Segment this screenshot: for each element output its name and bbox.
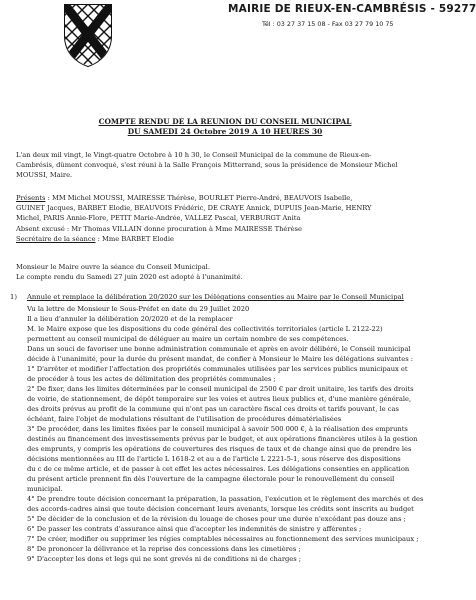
body-line: 1° D'arrêter et modifier l'affectation des propriétés communales utilisées par les services publics municipaux et [27,365,408,373]
secretaire-line [16,234,440,244]
body-line: 2° De fixer, dans les limites déterminées par le conseil municipal de 2500 € par droit unitaire, les tarifs des droits [27,385,414,393]
presents-line: GUINET Jacques, BARBET Elodie, BEAUVOIS Frédéric, DE CRAYE Annick, DUPUIS Jean-Marie, HENRY [16,204,372,213]
body-line: 8° De prononcer la délivrance et la reprise des concessions dans les cimetières ; [27,545,301,553]
body-line: des emprunts, y compris les opérations de couvertures des risques de taux et de change ainsi que de prendre les [27,445,412,453]
opening-line: Le compte rendu du Samedi 27 juin 2020 est adopté à l'unanimité. [16,273,243,282]
body-line: des accords-cadres ainsi que toute décision concernant leurs avenants, lorsque les crédits sont inscrits au budget [27,505,414,513]
item-heading: Annule et remplace la délibération 20/2020 sur les Délégations consenties au Maire par le Conseil Municipal [27,293,404,301]
body-line: 7° De créer, modifier ou supprimer les régies comptables nécessaires au fonctionnement des services municipaux ; [27,535,419,543]
presents-line: Michel, PARIS Annie-Flore, PETIT Marie-Andrée, VALLEZ Pascal, VERBURGT Anita [16,214,301,223]
intro-line: Cambrésis, dûment convoqué, s'est réuni à la Salle François Mitterrand, sous la présidence de Monsieur Michel [16,161,398,170]
body-line: du c de ce même article, et de passer à cet effet les actes nécessaires. Les délégations consenties en application [27,465,410,473]
body-line: Vu la lettre de Monsieur le Sous-Préfet en date du 29 Juillet 2020 [27,305,250,313]
body-line: décide à l'unanimité, pour la durée du présent mandat, de confier à Monsieur le Maire les délégations suivantes : [27,355,414,363]
item-number: 1) [10,293,17,301]
secretaire-value: : Mme BARBET Elodie [95,234,174,243]
body-line: 3° De procéder, dans les limites fixées par le conseil municipal à savoir 500 000 €, à la réalisation des emprunts [27,425,408,433]
body-line: destinés au financement des investissements prévus par le budget, et aux opérations financières utiles à la gestion [27,435,418,443]
report-date: DU SAMEDI 24 Octobre 2019 A 10 HEURES 30 [127,127,323,136]
item-body [27,304,441,564]
contact-line: Tél : 03 27 37 15 08 - Fax 03 27 79 10 75 [262,20,394,28]
body-line: décisions mentionnées au III de l'article L 1618-2 et au a de l'article L 2221-5-1, sous réserve des dispositions [27,455,401,463]
body-line: échéant, faire l'objet de modulations résultant de l'utilisation de procédures dématérialisées [27,415,342,423]
coat-of-arms-icon [62,2,114,68]
body-line: Dans un souci de favoriser une bonne administration communale et après en avoir délibéré, le Conseil municipal [27,345,411,353]
intro-paragraph [16,150,440,181]
presents-names: : MM Michel MOUSSI, MAIRESSE Thérèse, BOURLET Pierre-André, BEAUVOIS Isabelle, [45,194,353,202]
intro-line: MOUSSI, Maire. [16,171,73,180]
presents-line [16,193,440,203]
body-line: de voirie, de stationnement, de dépôt temporaire sur les voies et autres lieux publics et, d'une manière générale, [27,395,412,403]
body-line: du présent article prennent fin dès l'ouverture de la campagne électorale pour le renouvellement du conseil [27,475,395,483]
body-line: 4° De prendre toute décision concernant la préparation, la passation, l'exécution et le règlement des marchés et des [27,495,424,503]
mairie-name: MAIRIE DE RIEUX-EN-CAMBRÉSIS - 59277 [228,3,476,15]
body-line: municipal. [27,485,63,493]
body-line: des droits prévus au profit de la commune qui n'ont pas un caractère fiscal ces droits et tarifs pouvant, le cas [27,405,399,413]
body-line: permettent au conseil municipal de déléguer au maire un certain nombre de ses compétences. [27,335,349,343]
body-line: Il a lieu d'annuler la délibération 20/2020 et de la remplacer [27,315,233,323]
presents-label: Présents [16,194,46,202]
report-title: COMPTE RENDU DE LA REUNION DU CONSEIL MUNICIPAL [98,117,352,126]
absent-line: Absent excusé : Mr Thomas VILLAIN donne procuration à Mme MAIRESSE Thérèse [16,224,302,233]
body-line: 6° De passer les contrats d'assurance ainsi que d'accepter les indemnités de sinistre y afférentes ; [27,525,362,533]
body-line: 5° De décider de la conclusion et de la révision du louage de choses pour une durée n'excédant pas douze ans ; [27,515,406,523]
opening-section [16,262,440,282]
opening-line: Monsieur le Maire ouvre la séance du Conseil Municipal. [16,263,210,271]
intro-line: L'an deux mil vingt, le Vingt-quatre Octobre à 10 h 30, le Conseil Municipal de la commune de Rieux-en- [16,151,372,159]
attendance-section [16,193,440,244]
body-line: M. le Maire expose que les dispositions du code général des collectivités territoriales (article L 2122-22) [27,325,383,333]
secretaire-label: Secrétaire de la séance [16,234,96,243]
body-line: de procéder à tous les actes de délimitation des propriétés communales ; [27,375,276,383]
body-line: 9° D'accepter les dons et legs qui ne sont grevés ni de conditions ni de charges ; [27,555,302,563]
